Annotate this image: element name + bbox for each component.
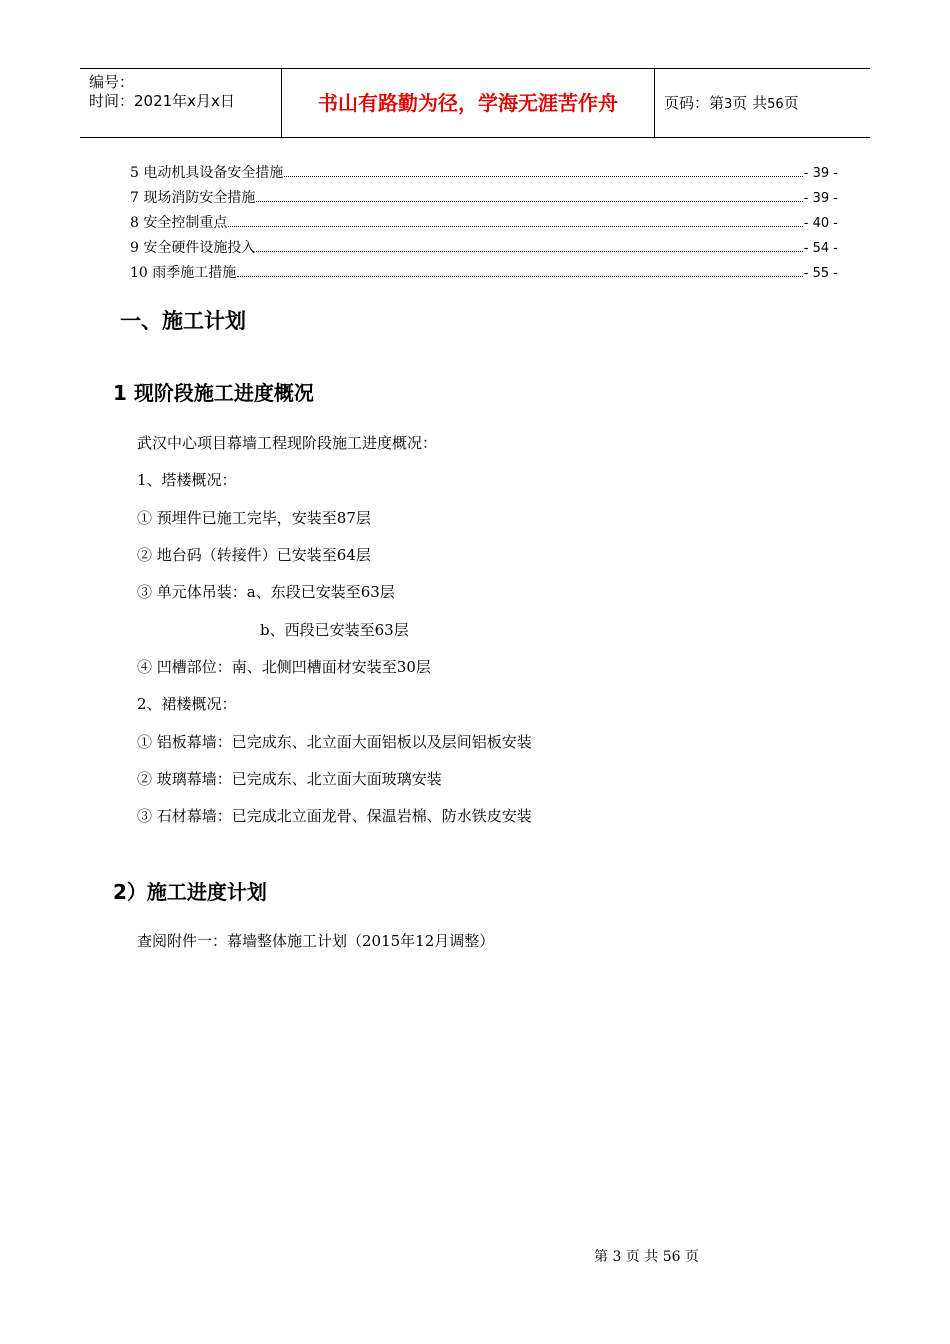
header-info-cell	[80, 69, 282, 137]
toc-label: 9 安全硬件设施投入	[130, 240, 256, 256]
toc-page: - 54 -	[803, 241, 838, 256]
toc-entry[interactable]	[130, 161, 838, 186]
body-paragraph: ② 玻璃幕墙：已完成东、北立面大面玻璃安装	[137, 770, 442, 788]
toc-leader	[256, 250, 802, 252]
toc-entry[interactable]	[130, 236, 838, 261]
header-motto: 书山有路勤为径，学海无涯苦作舟	[282, 69, 655, 137]
body-paragraph: 查阅附件一：幕墙整体施工计划（2015年12月调整）	[137, 932, 495, 950]
toc-leader	[284, 175, 802, 177]
page-prefix: 页码：第	[664, 94, 725, 112]
toc-page: - 55 -	[803, 266, 838, 281]
body-paragraph: ③ 石材幕墙：已完成北立面龙骨、保温岩棉、防水铁皮安装	[137, 807, 532, 825]
header-table	[80, 68, 870, 138]
toc-leader	[228, 225, 802, 227]
toc-label: 10 雨季施工措施	[130, 265, 237, 281]
body-paragraph: b、西段已安装至63层	[260, 621, 409, 639]
body-paragraph: ② 地台码（转接件）已安装至64层	[137, 546, 371, 564]
number-label: 编号：	[89, 73, 135, 91]
toc-label: 8 安全控制重点	[130, 215, 228, 231]
body-paragraph: 1、塔楼概况：	[137, 471, 237, 489]
time-label: 时间：2021年x月x日	[89, 92, 235, 110]
toc-label: 5 电动机具设备安全措施	[130, 165, 284, 181]
body-paragraph: 2、裙楼概况：	[137, 695, 237, 713]
page-footer: 第 3 页 共 56 页	[594, 1249, 699, 1265]
toc-page: - 39 -	[803, 191, 838, 206]
page-suffix: 页	[783, 94, 799, 112]
toc-label: 7 现场消防安全措施	[130, 190, 256, 206]
body-paragraph: 武汉中心项目幕墙工程现阶段施工进度概况：	[137, 434, 438, 452]
toc-page: - 39 -	[803, 166, 838, 181]
body-paragraph: ① 铝板幕墙：已完成东、北立面大面铝板以及层间铝板安装	[137, 733, 532, 751]
toc-entry[interactable]	[130, 261, 838, 286]
toc-page: - 40 -	[803, 216, 838, 231]
subsection-heading: 2）施工进度计划	[113, 880, 267, 904]
body-paragraph: ① 预埋件已施工完毕，安装至87层	[137, 509, 371, 527]
toc-leader	[237, 275, 803, 277]
body-paragraph: ④ 凹槽部位：南、北侧凹槽面材安装至30层	[137, 658, 431, 676]
page-total: 56	[767, 97, 784, 112]
page-number: 3	[724, 97, 733, 112]
toc-entry[interactable]	[130, 186, 838, 211]
subsection-heading: 1 现阶段施工进度概况	[113, 381, 314, 405]
section-heading: 一、施工计划	[120, 309, 246, 333]
body-paragraph: ③ 单元体吊装：a、东段已安装至63层	[137, 583, 395, 601]
toc-entry[interactable]	[130, 211, 838, 236]
header-page-cell	[654, 69, 870, 137]
page-mid: 页 共	[732, 94, 768, 112]
table-of-contents	[130, 161, 838, 286]
toc-leader	[256, 200, 802, 202]
